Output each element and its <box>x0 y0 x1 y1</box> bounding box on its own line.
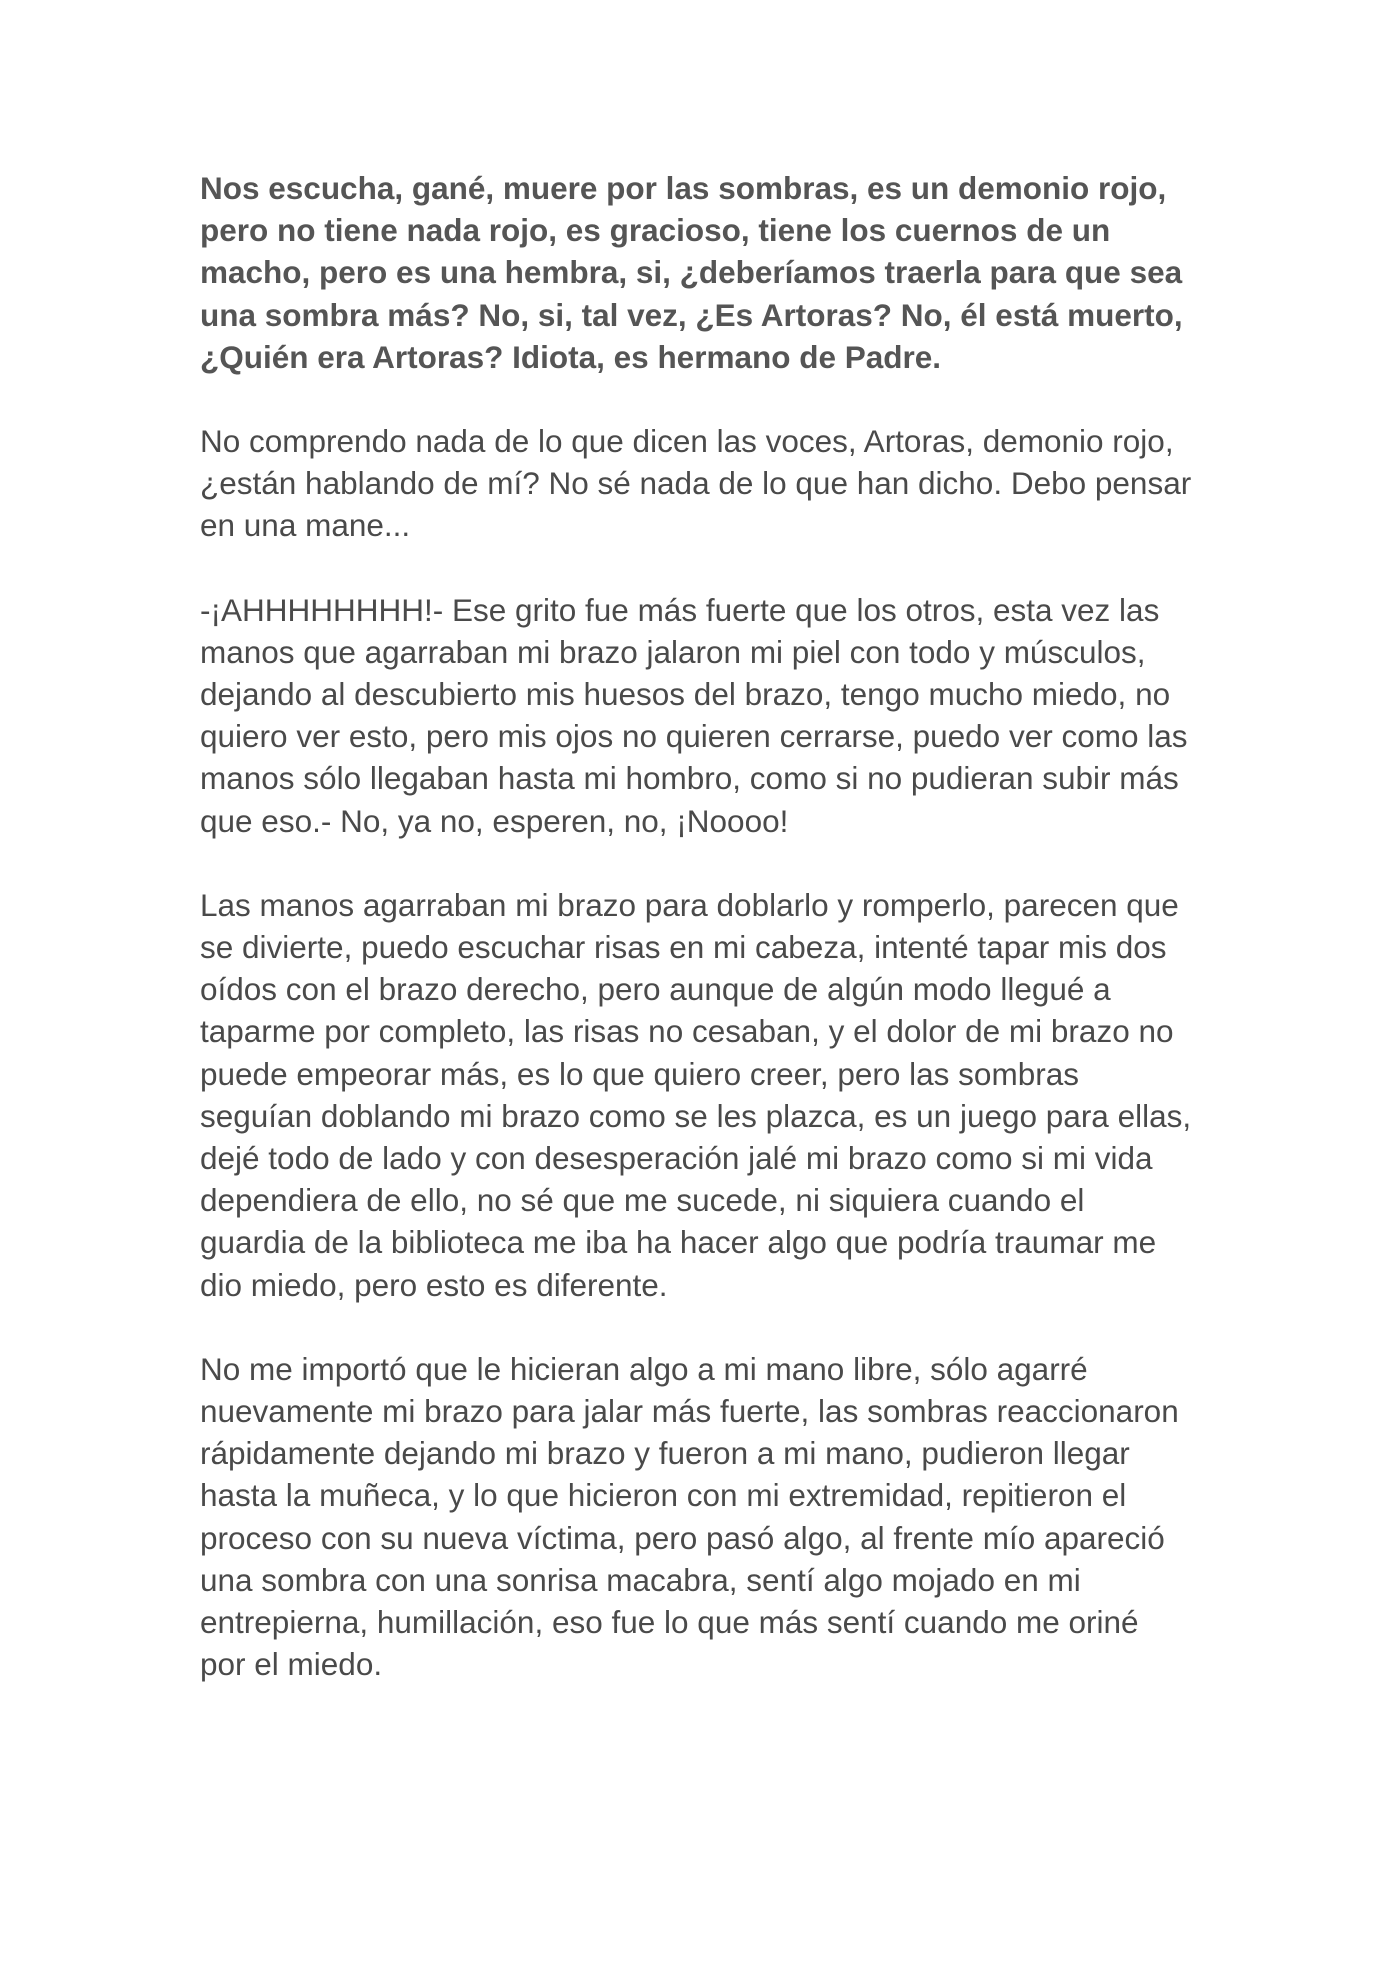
paragraph-arm-bending: Las manos agarraban mi brazo para doblarlo y romperlo, parecen que se divierte, puedo escuchar risas en mi cabeza, intenté tapar mis dos oídos con el brazo derecho, pero aunque de algún modo llegué a taparme por completo, las risas no cesaban, y el dolor de mi brazo no puede empeorar más, es lo que quiero creer, pero las sombras seguían doblando mi brazo como se les plazca, es un juego para ellas, dejé todo de lado y con desesperación jalé mi brazo como si mi vida dependiera de ello, no sé que me sucede, ni siquiera cuando el guardia de la biblioteca me iba ha hacer algo que podría traumar me dio miedo, pero esto es diferente. <box>200 886 1192 1303</box>
document-body <box>200 167 1220 1728</box>
paragraph-humiliation: No me importó que le hicieran algo a mi mano libre, sólo agarré nuevamente mi brazo para jalar más fuerte, las sombras reaccionaron rápidamente dejando mi brazo y fueron a mi mano, pudieron llegar hasta la muñeca, y lo que hicieron con mi extremidad, repitieron el proceso con su nueva víctima, pero pasó algo, al frente mío apareció una sombra con una sonrisa macabra, sentí algo mojado en mi entrepierna, humillación, eso fue lo que más sentí cuando me oriné por el miedo. <box>200 1350 1179 1683</box>
paragraph-voices-bold: Nos escucha, gané, muere por las sombras, es un demonio rojo, pero no tiene nada rojo, es gracioso, tiene los cuernos de un macho, pero es una hembra, si, ¿deberíamos traerla para que sea una sombra más? No, si, tal vez, ¿Es Artoras? No, él está muerto, ¿Quién era Artoras? Idiota, es hermano de Padre. <box>200 170 1183 375</box>
paragraph-confusion: No comprendo nada de lo que dicen las voces, Artoras, demonio rojo, ¿están hablando de mí? No sé nada de lo que han dicho. Debo pensar en una mane... <box>200 423 1192 544</box>
paragraph-scream: -¡AHHHHHHHH!- Ese grito fue más fuerte que los otros, esta vez las manos que agarraban mi brazo jalaron mi piel con todo y músculos, dejando al descubierto mis huesos del brazo, tengo mucho miedo, no quiero ver esto, pero mis ojos no quieren cerrarse, puedo ver como las manos sólo llegaban hasta mi hombro, como si no pudieran subir más que eso.- No, ya no, esperen, no, ¡Noooo! <box>200 591 1188 839</box>
